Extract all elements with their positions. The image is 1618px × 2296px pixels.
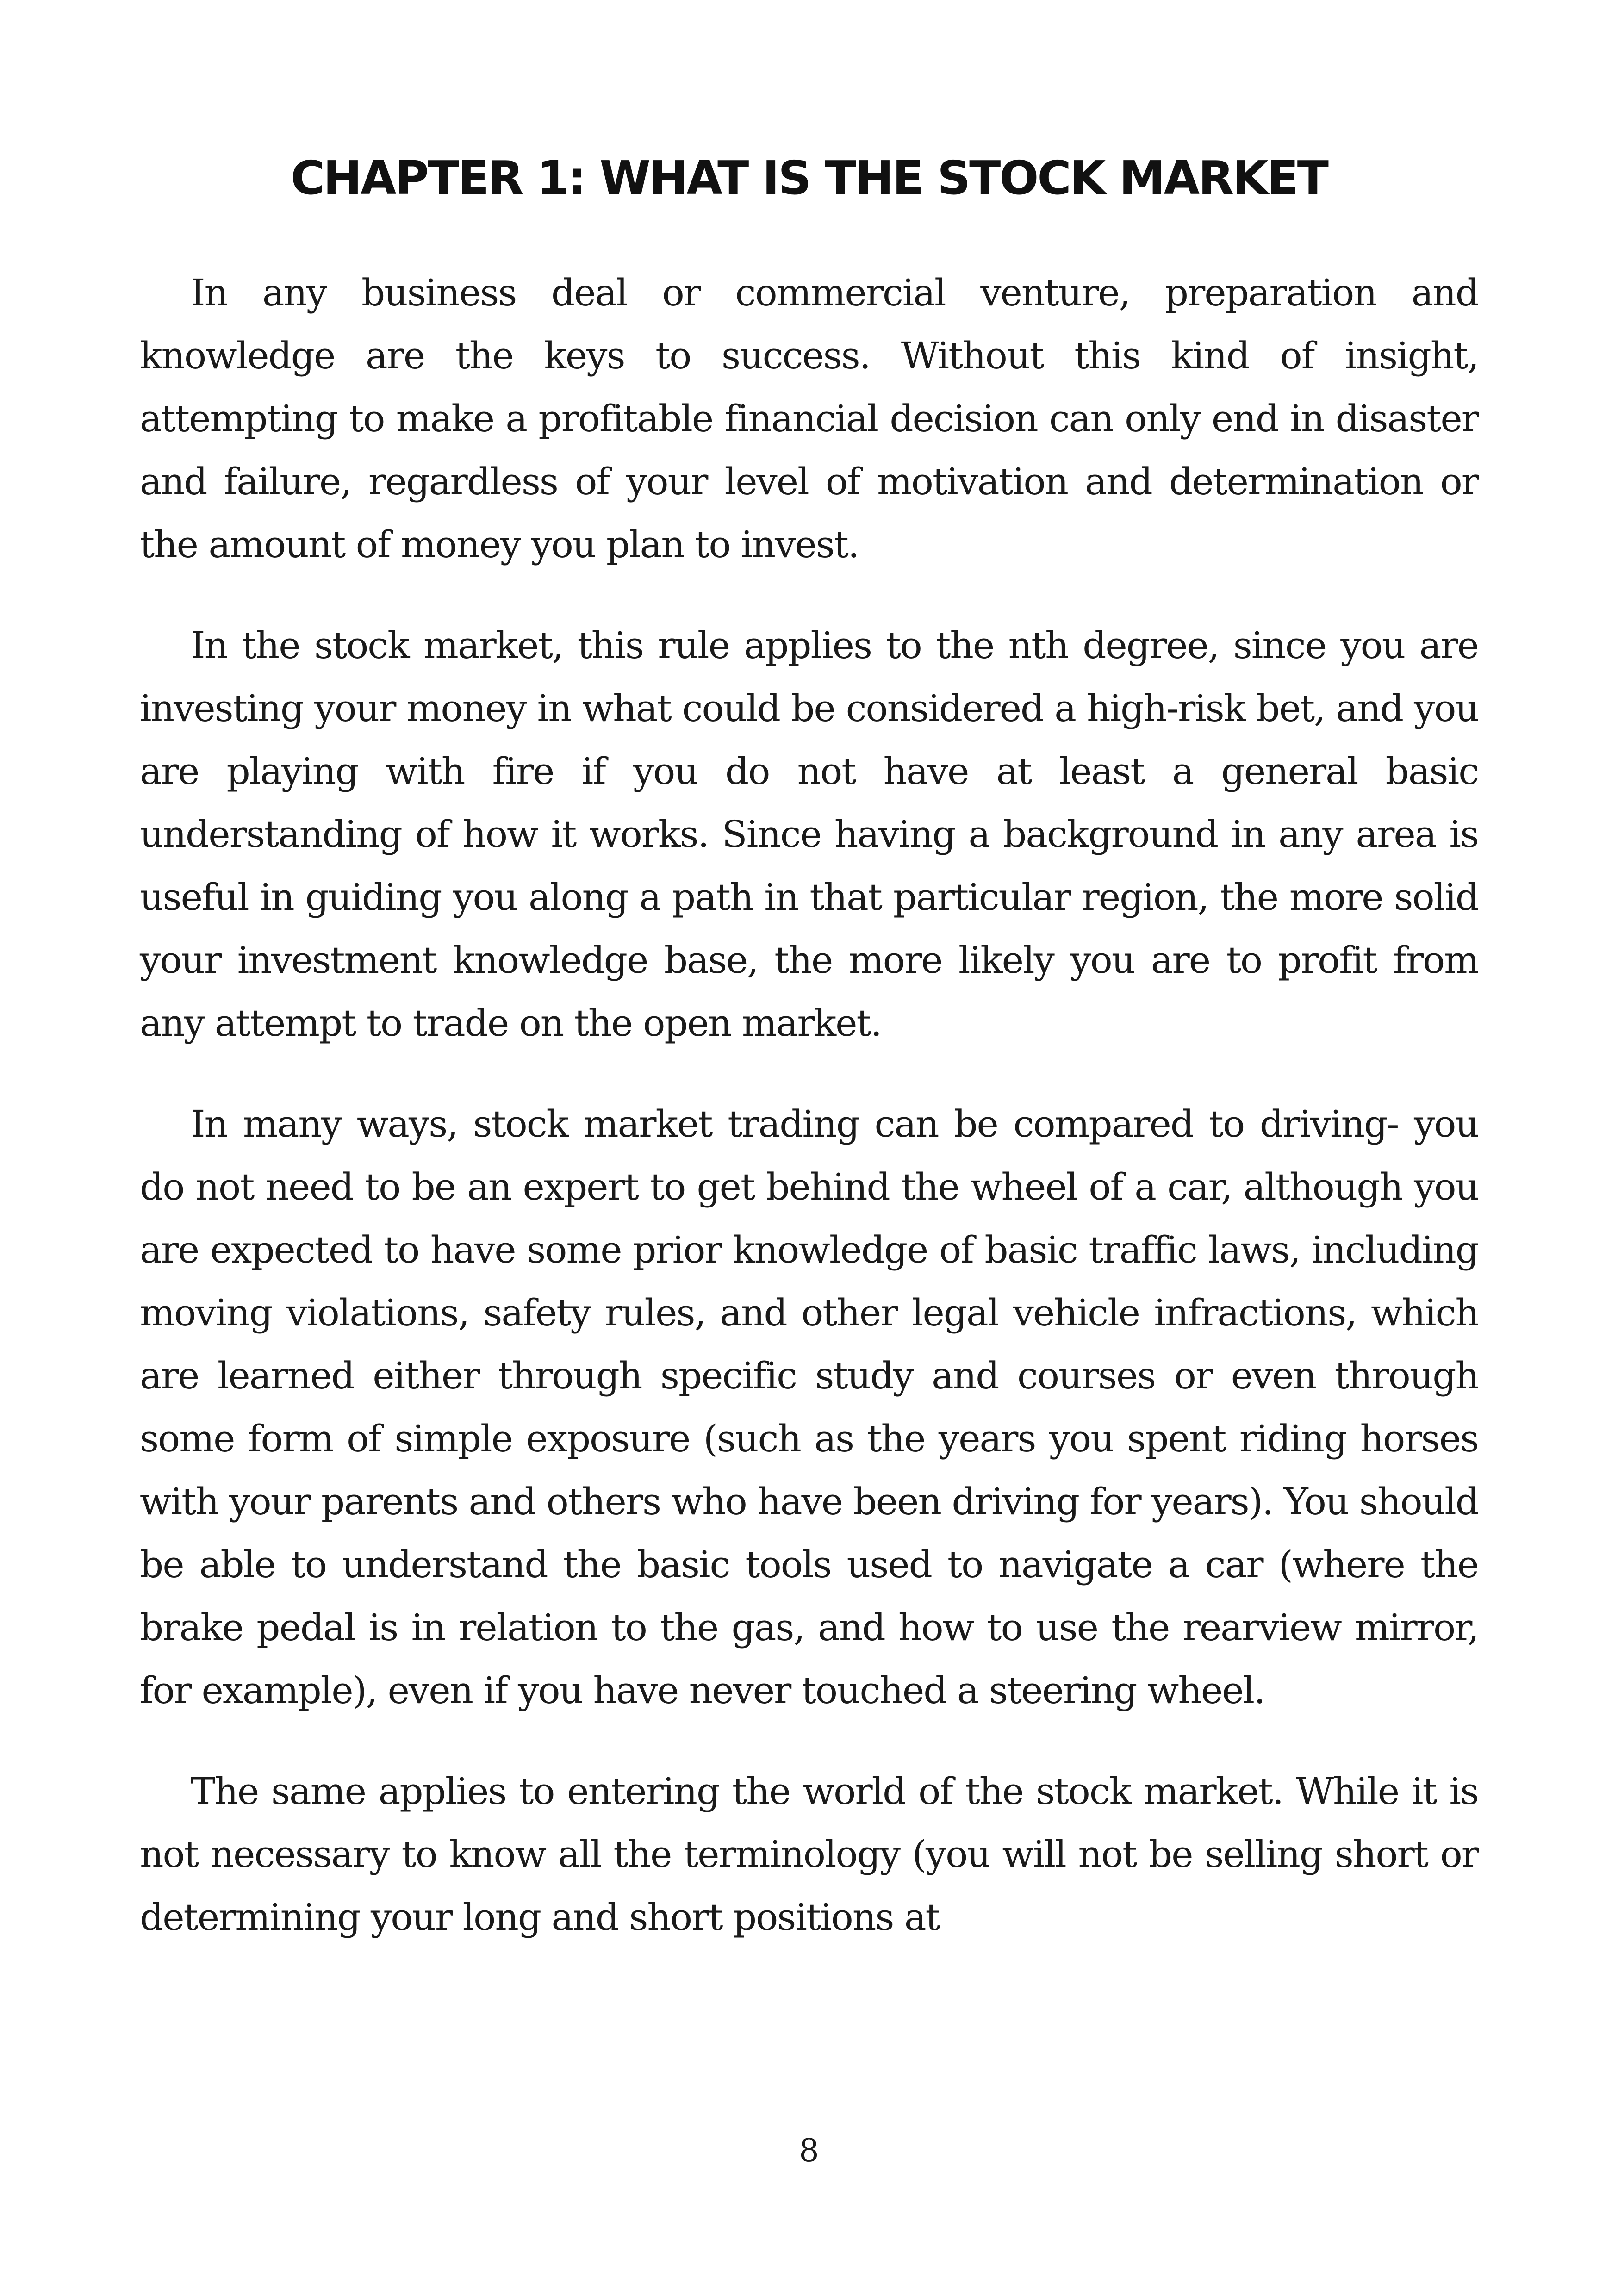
paragraph-4: The same applies to entering the world of the stock market. While it is not necessary to know all the terminology (you will not be selling short or determining your long and short positions at bbox=[140, 1770, 1478, 1939]
paragraph-3: In many ways, stock market trading can be compared to driving- you do not need to be an expert to get behind the wheel of a car, although you are expected to have some prior knowledge of basic traffic laws, including moving violations, safety rules, and other legal vehicle infractions, which are learned either through specific study and courses or even through some form of simple exposure (such as the years you spent riding horses with your parents and others who have been driving for years). You should be able to understand the basic tools used to navigate a car (where the brake pedal is in relation to the gas, and how to use the rearview mirror, for example), even if you have never touched a steering wheel. bbox=[140, 1102, 1478, 1712]
page-number: 8 bbox=[799, 2133, 819, 2169]
paragraph-2: In the stock market, this rule applies to the nth degree, since you are investing your money in what could be considered a high-risk bet, and you are playing with fire if you do not have at least a general basic understanding of how it works. Since having a background in any area is useful in guiding you along a path in that particular region, the more solid your investment knowledge base, the more likely you are to profit from any attempt to trade on the open market. bbox=[140, 624, 1478, 1045]
paragraph-1: In any business deal or commercial venture, preparation and knowledge are the keys to success. Without this kind of insight, attempting to make a profitable financial decision can only end in disaster and failure, regardless of your level of motivation and determination or the amount of money you plan to invest. bbox=[140, 271, 1478, 566]
chapter-title: CHAPTER 1: WHAT IS THE STOCK MARKET bbox=[290, 151, 1328, 205]
chapter-body bbox=[140, 261, 1478, 1949]
